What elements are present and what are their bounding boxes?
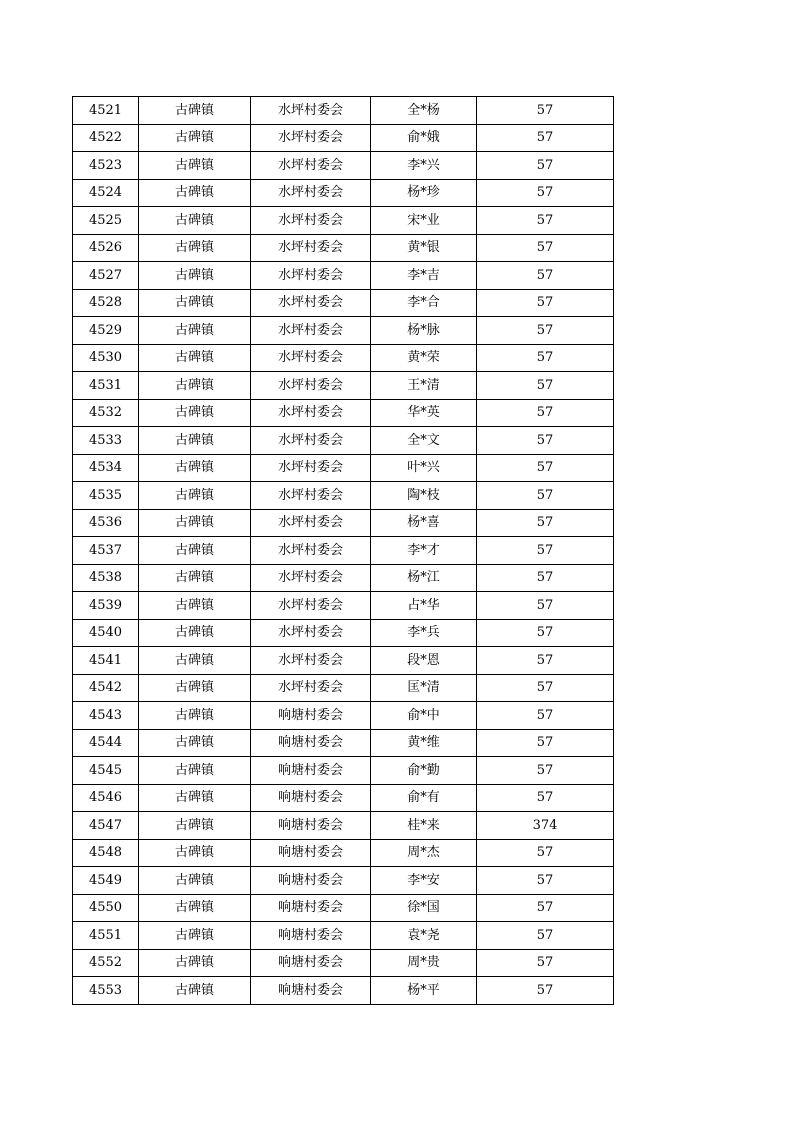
village-cell: 响塘村委会 bbox=[251, 894, 371, 922]
village-cell: 响塘村委会 bbox=[251, 729, 371, 757]
row-number-cell: 4535 bbox=[73, 482, 139, 510]
name-cell: 俞*中 bbox=[371, 702, 477, 730]
town-cell: 古碑镇 bbox=[139, 564, 251, 592]
table-row bbox=[73, 97, 614, 125]
table-row bbox=[73, 399, 614, 427]
amount-cell: 57 bbox=[477, 289, 614, 317]
row-number-cell: 4524 bbox=[73, 179, 139, 207]
name-cell: 李*兴 bbox=[371, 152, 477, 180]
name-cell: 徐*国 bbox=[371, 894, 477, 922]
village-cell: 水坪村委会 bbox=[251, 619, 371, 647]
amount-cell: 57 bbox=[477, 949, 614, 977]
name-cell: 杨*江 bbox=[371, 564, 477, 592]
table-body bbox=[73, 97, 614, 1005]
name-cell: 匡*清 bbox=[371, 674, 477, 702]
village-cell: 水坪村委会 bbox=[251, 317, 371, 345]
village-cell: 水坪村委会 bbox=[251, 372, 371, 400]
amount-cell: 57 bbox=[477, 894, 614, 922]
row-number-cell: 4525 bbox=[73, 207, 139, 235]
village-cell: 水坪村委会 bbox=[251, 262, 371, 290]
village-cell: 水坪村委会 bbox=[251, 592, 371, 620]
amount-cell: 57 bbox=[477, 729, 614, 757]
town-cell: 古碑镇 bbox=[139, 702, 251, 730]
table-row bbox=[73, 482, 614, 510]
town-cell: 古碑镇 bbox=[139, 482, 251, 510]
table-row bbox=[73, 207, 614, 235]
name-cell: 俞*勤 bbox=[371, 757, 477, 785]
amount-cell: 57 bbox=[477, 922, 614, 950]
name-cell: 周*杰 bbox=[371, 839, 477, 867]
amount-cell: 57 bbox=[477, 867, 614, 895]
data-table bbox=[72, 96, 614, 1005]
table-row bbox=[73, 949, 614, 977]
name-cell: 黄*银 bbox=[371, 234, 477, 262]
name-cell: 黄*维 bbox=[371, 729, 477, 757]
amount-cell: 57 bbox=[477, 564, 614, 592]
village-cell: 水坪村委会 bbox=[251, 289, 371, 317]
row-number-cell: 4530 bbox=[73, 344, 139, 372]
name-cell: 李*吉 bbox=[371, 262, 477, 290]
table-row bbox=[73, 262, 614, 290]
town-cell: 古碑镇 bbox=[139, 509, 251, 537]
name-cell: 李*兵 bbox=[371, 619, 477, 647]
amount-cell: 57 bbox=[477, 839, 614, 867]
table-row bbox=[73, 317, 614, 345]
amount-cell: 57 bbox=[477, 674, 614, 702]
village-cell: 响塘村委会 bbox=[251, 867, 371, 895]
village-cell: 水坪村委会 bbox=[251, 207, 371, 235]
amount-cell: 374 bbox=[477, 812, 614, 840]
row-number-cell: 4551 bbox=[73, 922, 139, 950]
amount-cell: 57 bbox=[477, 124, 614, 152]
town-cell: 古碑镇 bbox=[139, 289, 251, 317]
village-cell: 水坪村委会 bbox=[251, 647, 371, 675]
name-cell: 桂*来 bbox=[371, 812, 477, 840]
table-row bbox=[73, 152, 614, 180]
town-cell: 古碑镇 bbox=[139, 372, 251, 400]
village-cell: 水坪村委会 bbox=[251, 454, 371, 482]
row-number-cell: 4538 bbox=[73, 564, 139, 592]
town-cell: 古碑镇 bbox=[139, 454, 251, 482]
village-cell: 水坪村委会 bbox=[251, 427, 371, 455]
village-cell: 水坪村委会 bbox=[251, 537, 371, 565]
town-cell: 古碑镇 bbox=[139, 729, 251, 757]
name-cell: 周*贵 bbox=[371, 949, 477, 977]
row-number-cell: 4540 bbox=[73, 619, 139, 647]
name-cell: 陶*枝 bbox=[371, 482, 477, 510]
name-cell: 杨*喜 bbox=[371, 509, 477, 537]
town-cell: 古碑镇 bbox=[139, 317, 251, 345]
town-cell: 古碑镇 bbox=[139, 152, 251, 180]
town-cell: 古碑镇 bbox=[139, 262, 251, 290]
town-cell: 古碑镇 bbox=[139, 867, 251, 895]
name-cell: 宋*业 bbox=[371, 207, 477, 235]
amount-cell: 57 bbox=[477, 784, 614, 812]
town-cell: 古碑镇 bbox=[139, 344, 251, 372]
table-row bbox=[73, 922, 614, 950]
amount-cell: 57 bbox=[477, 592, 614, 620]
row-number-cell: 4527 bbox=[73, 262, 139, 290]
village-cell: 响塘村委会 bbox=[251, 757, 371, 785]
name-cell: 俞*娥 bbox=[371, 124, 477, 152]
table-row bbox=[73, 977, 614, 1005]
town-cell: 古碑镇 bbox=[139, 207, 251, 235]
row-number-cell: 4528 bbox=[73, 289, 139, 317]
town-cell: 古碑镇 bbox=[139, 894, 251, 922]
table-row bbox=[73, 867, 614, 895]
amount-cell: 57 bbox=[477, 372, 614, 400]
table-row bbox=[73, 729, 614, 757]
table-row bbox=[73, 674, 614, 702]
town-cell: 古碑镇 bbox=[139, 922, 251, 950]
table-row bbox=[73, 344, 614, 372]
table-row bbox=[73, 124, 614, 152]
name-cell: 李*合 bbox=[371, 289, 477, 317]
amount-cell: 57 bbox=[477, 399, 614, 427]
row-number-cell: 4532 bbox=[73, 399, 139, 427]
row-number-cell: 4536 bbox=[73, 509, 139, 537]
amount-cell: 57 bbox=[477, 757, 614, 785]
row-number-cell: 4544 bbox=[73, 729, 139, 757]
amount-cell: 57 bbox=[477, 977, 614, 1005]
name-cell: 李*安 bbox=[371, 867, 477, 895]
village-cell: 水坪村委会 bbox=[251, 124, 371, 152]
name-cell: 华*英 bbox=[371, 399, 477, 427]
village-cell: 响塘村委会 bbox=[251, 839, 371, 867]
town-cell: 古碑镇 bbox=[139, 647, 251, 675]
village-cell: 水坪村委会 bbox=[251, 399, 371, 427]
row-number-cell: 4546 bbox=[73, 784, 139, 812]
name-cell: 占*华 bbox=[371, 592, 477, 620]
amount-cell: 57 bbox=[477, 317, 614, 345]
town-cell: 古碑镇 bbox=[139, 784, 251, 812]
town-cell: 古碑镇 bbox=[139, 124, 251, 152]
village-cell: 水坪村委会 bbox=[251, 482, 371, 510]
amount-cell: 57 bbox=[477, 454, 614, 482]
town-cell: 古碑镇 bbox=[139, 757, 251, 785]
row-number-cell: 4545 bbox=[73, 757, 139, 785]
table-row bbox=[73, 702, 614, 730]
village-cell: 水坪村委会 bbox=[251, 97, 371, 125]
table-row bbox=[73, 427, 614, 455]
amount-cell: 57 bbox=[477, 647, 614, 675]
name-cell: 黄*荣 bbox=[371, 344, 477, 372]
row-number-cell: 4531 bbox=[73, 372, 139, 400]
table-row bbox=[73, 839, 614, 867]
row-number-cell: 4523 bbox=[73, 152, 139, 180]
table-row bbox=[73, 537, 614, 565]
table-row bbox=[73, 784, 614, 812]
town-cell: 古碑镇 bbox=[139, 619, 251, 647]
town-cell: 古碑镇 bbox=[139, 839, 251, 867]
town-cell: 古碑镇 bbox=[139, 399, 251, 427]
amount-cell: 57 bbox=[477, 619, 614, 647]
name-cell: 段*恩 bbox=[371, 647, 477, 675]
village-cell: 响塘村委会 bbox=[251, 949, 371, 977]
town-cell: 古碑镇 bbox=[139, 674, 251, 702]
table-row bbox=[73, 234, 614, 262]
amount-cell: 57 bbox=[477, 97, 614, 125]
village-cell: 水坪村委会 bbox=[251, 234, 371, 262]
name-cell: 叶*兴 bbox=[371, 454, 477, 482]
row-number-cell: 4537 bbox=[73, 537, 139, 565]
table-row bbox=[73, 289, 614, 317]
table-row bbox=[73, 454, 614, 482]
town-cell: 古碑镇 bbox=[139, 812, 251, 840]
amount-cell: 57 bbox=[477, 427, 614, 455]
table-row bbox=[73, 592, 614, 620]
row-number-cell: 4543 bbox=[73, 702, 139, 730]
row-number-cell: 4547 bbox=[73, 812, 139, 840]
village-cell: 响塘村委会 bbox=[251, 702, 371, 730]
town-cell: 古碑镇 bbox=[139, 977, 251, 1005]
name-cell: 全*杨 bbox=[371, 97, 477, 125]
row-number-cell: 4552 bbox=[73, 949, 139, 977]
table-row bbox=[73, 179, 614, 207]
row-number-cell: 4529 bbox=[73, 317, 139, 345]
amount-cell: 57 bbox=[477, 482, 614, 510]
village-cell: 响塘村委会 bbox=[251, 784, 371, 812]
row-number-cell: 4548 bbox=[73, 839, 139, 867]
village-cell: 水坪村委会 bbox=[251, 344, 371, 372]
town-cell: 古碑镇 bbox=[139, 234, 251, 262]
table-row bbox=[73, 372, 614, 400]
village-cell: 水坪村委会 bbox=[251, 152, 371, 180]
table-row bbox=[73, 647, 614, 675]
town-cell: 古碑镇 bbox=[139, 592, 251, 620]
amount-cell: 57 bbox=[477, 702, 614, 730]
row-number-cell: 4550 bbox=[73, 894, 139, 922]
village-cell: 响塘村委会 bbox=[251, 812, 371, 840]
row-number-cell: 4526 bbox=[73, 234, 139, 262]
village-cell: 水坪村委会 bbox=[251, 674, 371, 702]
table-row bbox=[73, 619, 614, 647]
name-cell: 王*清 bbox=[371, 372, 477, 400]
name-cell: 杨*珍 bbox=[371, 179, 477, 207]
amount-cell: 57 bbox=[477, 179, 614, 207]
amount-cell: 57 bbox=[477, 234, 614, 262]
row-number-cell: 4522 bbox=[73, 124, 139, 152]
row-number-cell: 4549 bbox=[73, 867, 139, 895]
name-cell: 全*文 bbox=[371, 427, 477, 455]
table-row bbox=[73, 812, 614, 840]
row-number-cell: 4521 bbox=[73, 97, 139, 125]
amount-cell: 57 bbox=[477, 152, 614, 180]
row-number-cell: 4539 bbox=[73, 592, 139, 620]
name-cell: 袁*尧 bbox=[371, 922, 477, 950]
town-cell: 古碑镇 bbox=[139, 179, 251, 207]
row-number-cell: 4541 bbox=[73, 647, 139, 675]
village-cell: 响塘村委会 bbox=[251, 977, 371, 1005]
row-number-cell: 4534 bbox=[73, 454, 139, 482]
row-number-cell: 4553 bbox=[73, 977, 139, 1005]
town-cell: 古碑镇 bbox=[139, 537, 251, 565]
village-cell: 水坪村委会 bbox=[251, 564, 371, 592]
table-row bbox=[73, 757, 614, 785]
table-row bbox=[73, 509, 614, 537]
name-cell: 俞*有 bbox=[371, 784, 477, 812]
amount-cell: 57 bbox=[477, 207, 614, 235]
village-cell: 水坪村委会 bbox=[251, 179, 371, 207]
village-cell: 水坪村委会 bbox=[251, 509, 371, 537]
amount-cell: 57 bbox=[477, 537, 614, 565]
amount-cell: 57 bbox=[477, 344, 614, 372]
amount-cell: 57 bbox=[477, 262, 614, 290]
table-row bbox=[73, 894, 614, 922]
town-cell: 古碑镇 bbox=[139, 949, 251, 977]
name-cell: 李*才 bbox=[371, 537, 477, 565]
row-number-cell: 4533 bbox=[73, 427, 139, 455]
row-number-cell: 4542 bbox=[73, 674, 139, 702]
town-cell: 古碑镇 bbox=[139, 427, 251, 455]
village-cell: 响塘村委会 bbox=[251, 922, 371, 950]
amount-cell: 57 bbox=[477, 509, 614, 537]
table-row bbox=[73, 564, 614, 592]
name-cell: 杨*脉 bbox=[371, 317, 477, 345]
town-cell: 古碑镇 bbox=[139, 97, 251, 125]
name-cell: 杨*平 bbox=[371, 977, 477, 1005]
